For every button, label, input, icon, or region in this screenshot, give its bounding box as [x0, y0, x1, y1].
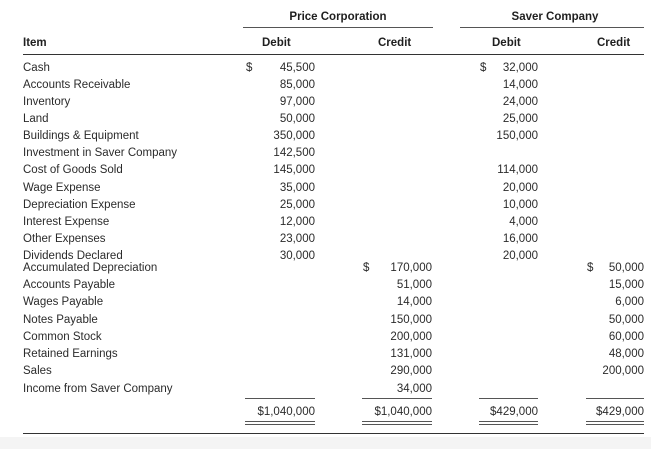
row-label: Inventory: [23, 96, 71, 108]
double-rule-price-credit-1: [362, 421, 432, 422]
row-value-pd: 30,000: [279, 250, 315, 262]
company-header-price: Price Corporation: [289, 11, 387, 23]
column-header-saver-debit: Debit: [492, 37, 521, 49]
company-underline-saver: [460, 27, 644, 28]
row-label: Accumulated Depreciation: [23, 262, 158, 274]
row-value-sd: 14,000: [502, 79, 538, 91]
currency-symbol: $: [363, 262, 370, 274]
row-value-sc: 48,000: [608, 348, 644, 360]
row-value-pc: 131,000: [390, 348, 432, 360]
row-label: Buildings & Equipment: [23, 130, 139, 142]
row-label: Dividends Declared: [23, 250, 123, 262]
row-value-pd: 50,000: [279, 113, 315, 125]
total-price-credit: $1,040,000: [374, 406, 432, 418]
row-value-pd: 23,000: [279, 233, 315, 245]
row-value-pd: 45,500: [279, 62, 315, 74]
row-value-pd: 145,000: [273, 164, 315, 176]
row-value-pd: 12,000: [279, 216, 315, 228]
row-value-sd: 20,000: [502, 182, 538, 194]
row-value-pd: 142,500: [273, 147, 315, 159]
row-value-sd: 4,000: [509, 216, 538, 228]
total-price-debit: $1,040,000: [257, 406, 315, 418]
double-rule-saver-debit-2: [479, 424, 538, 425]
row-label: Cost of Goods Sold: [23, 164, 123, 176]
row-value-pc: 150,000: [390, 314, 432, 326]
double-rule-saver-credit-1: [586, 421, 644, 422]
row-value-sc: 15,000: [608, 279, 644, 291]
row-label: Accounts Payable: [23, 279, 116, 291]
currency-symbol: $: [587, 262, 594, 274]
row-label: Cash: [23, 62, 50, 74]
row-value-pd: 350,000: [273, 130, 315, 142]
column-header-price-debit: Debit: [262, 37, 291, 49]
row-value-sd: 25,000: [502, 113, 538, 125]
page-footer-strip: [0, 437, 651, 449]
header-rule: [23, 54, 644, 55]
row-value-sc: 50,000: [608, 314, 644, 326]
row-value-pc: 14,000: [396, 296, 432, 308]
row-value-sd: 114,000: [497, 164, 538, 176]
row-value-pd: 35,000: [279, 182, 315, 194]
double-rule-saver-debit-1: [479, 421, 538, 422]
row-label: Land: [23, 113, 49, 125]
row-label: Wage Expense: [23, 182, 101, 194]
total-rule-saver-credit: [586, 398, 644, 399]
row-value-pc: 34,000: [396, 383, 432, 395]
row-label: Common Stock: [23, 331, 102, 343]
row-value-sd: 24,000: [502, 96, 538, 108]
double-rule-price-debit-1: [245, 421, 315, 422]
row-value-sd: 150,000: [496, 130, 538, 142]
total-rule-saver-debit: [479, 398, 538, 399]
row-label: Wages Payable: [23, 296, 104, 308]
total-rule-price-credit: [362, 398, 432, 399]
row-value-sd: 20,000: [502, 250, 538, 262]
bottom-rule: [23, 433, 644, 434]
double-rule-price-debit-2: [245, 424, 315, 425]
row-label: Interest Expense: [23, 216, 110, 228]
row-label: Depreciation Expense: [23, 199, 136, 211]
row-label: Income from Saver Company: [23, 383, 173, 395]
row-value-sd: 16,000: [502, 233, 538, 245]
company-underline-price: [243, 27, 433, 28]
column-header-item: Item: [23, 37, 47, 49]
row-label: Accounts Receivable: [23, 79, 131, 91]
currency-symbol: $: [246, 62, 253, 74]
double-rule-saver-credit-2: [586, 424, 644, 425]
column-header-price-credit: Credit: [378, 37, 412, 49]
row-value-sd: 10,000: [502, 199, 538, 211]
row-value-sc: 50,000: [608, 262, 644, 274]
row-label: Retained Earnings: [23, 348, 118, 360]
row-label: Sales: [23, 365, 52, 377]
row-label: Other Expenses: [23, 233, 106, 245]
row-value-sd: 32,000: [502, 62, 538, 74]
total-saver-credit: $429,000: [596, 406, 644, 418]
row-value-sc: 200,000: [602, 365, 644, 377]
total-rule-price-debit: [245, 398, 315, 399]
row-value-pc: 170,000: [390, 262, 432, 274]
total-saver-debit: $429,000: [490, 406, 538, 418]
row-value-pc: 51,000: [396, 279, 432, 291]
row-value-pd: 85,000: [279, 79, 315, 91]
row-value-pc: 290,000: [390, 365, 432, 377]
row-value-sc: 6,000: [615, 296, 644, 308]
currency-symbol: $: [480, 62, 487, 74]
row-value-pd: 97,000: [279, 96, 315, 108]
row-label: Notes Payable: [23, 314, 98, 326]
column-header-saver-credit: Credit: [597, 37, 631, 49]
company-header-saver: Saver Company: [511, 11, 599, 23]
row-value-pd: 25,000: [279, 199, 315, 211]
row-value-pc: 200,000: [390, 331, 432, 343]
row-value-sc: 60,000: [608, 331, 644, 343]
row-label: Investment in Saver Company: [23, 147, 178, 159]
double-rule-price-credit-2: [362, 424, 432, 425]
